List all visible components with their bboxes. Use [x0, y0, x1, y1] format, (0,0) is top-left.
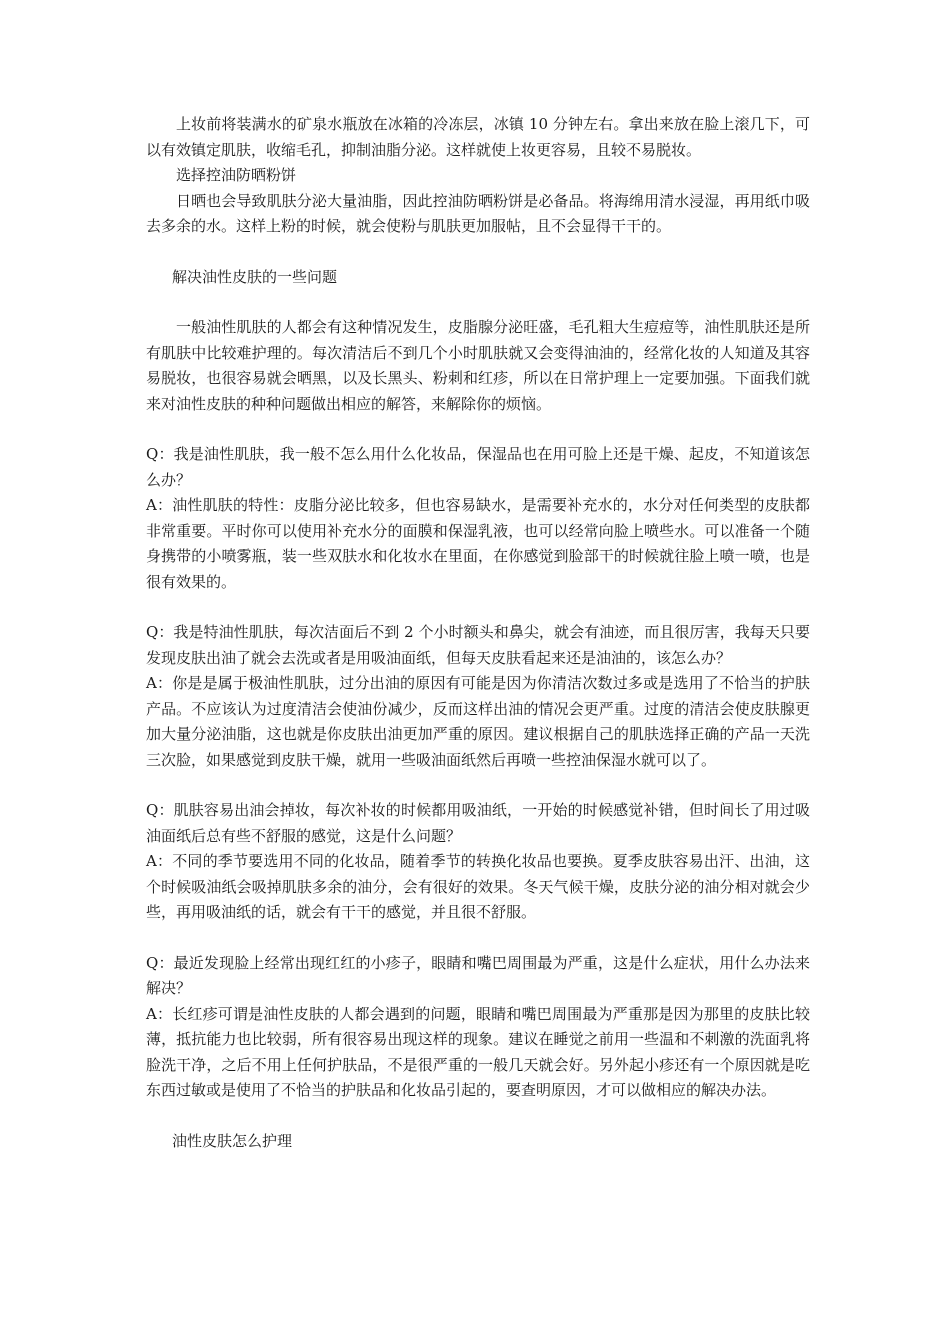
qa-item [146, 951, 810, 1104]
question: Q：我是特油性肌肤，每次洁面后不到 2 个小时额头和鼻尖，就会有油迹，而且很厉害，我每天只要发现皮肤出油了就会去洗或者是用吸油面纸，但每天皮肤看起来还是油油的，该怎么办？ [146, 623, 810, 667]
section-paragraph: 一般油性肌肤的人都会有这种情况发生，皮脂腺分泌旺盛，毛孔粗大生痘痘等，油性肌肤还是所有肌肤中比较难护理的。每次清洁后不到几个小时肌肤就又会变得油油的，经常化妆的人知道及其容易脱妆，也很容易就会晒黑，以及长黑头、粉刺和红疹，所以在日常护理上一定要加强。下面我们就来对油性皮肤的种种问题做出相应的解答，来解除你的烦恼。 [146, 318, 810, 413]
answer: A：你是是属于极油性肌肤，过分出油的原因有可能是因为你清洁次数过多或是选用了不恰当的护肤产品。不应该认为过度清洁会使油份减少，反而这样出油的情况会更严重。过度的清洁会使皮肤腺更加大量分泌油脂，这也就是你皮肤出油更加严重的原因。建议根据自己的肌肤选择正确的产品一天洗三次脸，如果感觉到皮肤干燥，就用一些吸油面纸然后再喷一些控油保湿水就可以了。 [146, 674, 810, 769]
answer: A：长红疹可谓是油性皮肤的人都会遇到的问题，眼睛和嘴巴周围最为严重那是因为那里的皮肤比较薄，抵抗能力也比较弱，所有很容易出现这样的现象。建议在睡觉之前用一些温和不刺激的洗面乳将脸洗干净，之后不用上任何护肤品，不是很严重的一般几天就会好。另外起小疹还有一个原因就是吃东西过敏或是使用了不恰当的护肤品和化妆品引起的，要查明原因，才可以做相应的解决办法。 [146, 1004, 810, 1099]
question: Q：我是油性肌肤，我一般不怎么用什么化妆品，保湿品也在用可脸上还是干燥、起皮，不知道该怎么办？ [146, 445, 810, 489]
intro-paragraph-2: 日晒也会导致肌肤分泌大量油脂，因此控油防晒粉饼是必备品。将海绵用清水浸湿，再用纸巾吸去多余的水。这样上粉的时候，就会使粉与肌肤更加服帖，且不会显得干干的。 [146, 191, 810, 235]
intro-paragraph-1: 上妆前将装满水的矿泉水瓶放在冰箱的冷冻层，冰镇 10 分钟左右。拿出来放在脸上滚几下，可以有效镇定肌肤，收缩毛孔，抑制油脂分泌。这样就使上妆更容易，且较不易脱妆。 [146, 115, 810, 159]
answer: A：油性肌肤的特性：皮脂分泌比较多，但也容易缺水，是需要补充水的，水分对任何类型的皮肤都非常重要。平时你可以使用补充水分的面膜和保湿乳液，也可以经常向脸上喷些水。可以准备一个随身携带的小喷雾瓶，装一些双肤水和化妆水在里面，在你感觉到脸部干的时候就往脸上喷一喷，也是很有效果的。 [146, 496, 810, 591]
section-heading-care: 油性皮肤怎么护理 [172, 1131, 293, 1150]
document-body [146, 112, 810, 1154]
sub-heading: 选择控油防晒粉饼 [176, 166, 297, 184]
qa-item [146, 442, 810, 595]
question: Q：最近发现脸上经常出现红红的小疹子，眼睛和嘴巴周围最为严重，这是什么症状，用什么办法来解决？ [146, 953, 810, 997]
qa-item [146, 620, 810, 773]
section-heading-problems: 解决油性皮肤的一些问题 [172, 267, 338, 286]
answer: A：不同的季节要选用不同的化妆品，随着季节的转换化妆品也要换。夏季皮肤容易出汗、出油，这个时候吸油纸会吸掉肌肤多余的油分，会有很好的效果。冬天气候干燥，皮肤分泌的油分相对就会少些，再用吸油纸的话，就会有干干的感觉，并且很不舒服。 [146, 852, 810, 921]
qa-item [146, 798, 810, 926]
question: Q：肌肤容易出油会掉妆，每次补妆的时候都用吸油纸，一开始的时候感觉补错，但时间长了用过吸油面纸后总有些不舒服的感觉，这是什么问题？ [146, 801, 810, 845]
